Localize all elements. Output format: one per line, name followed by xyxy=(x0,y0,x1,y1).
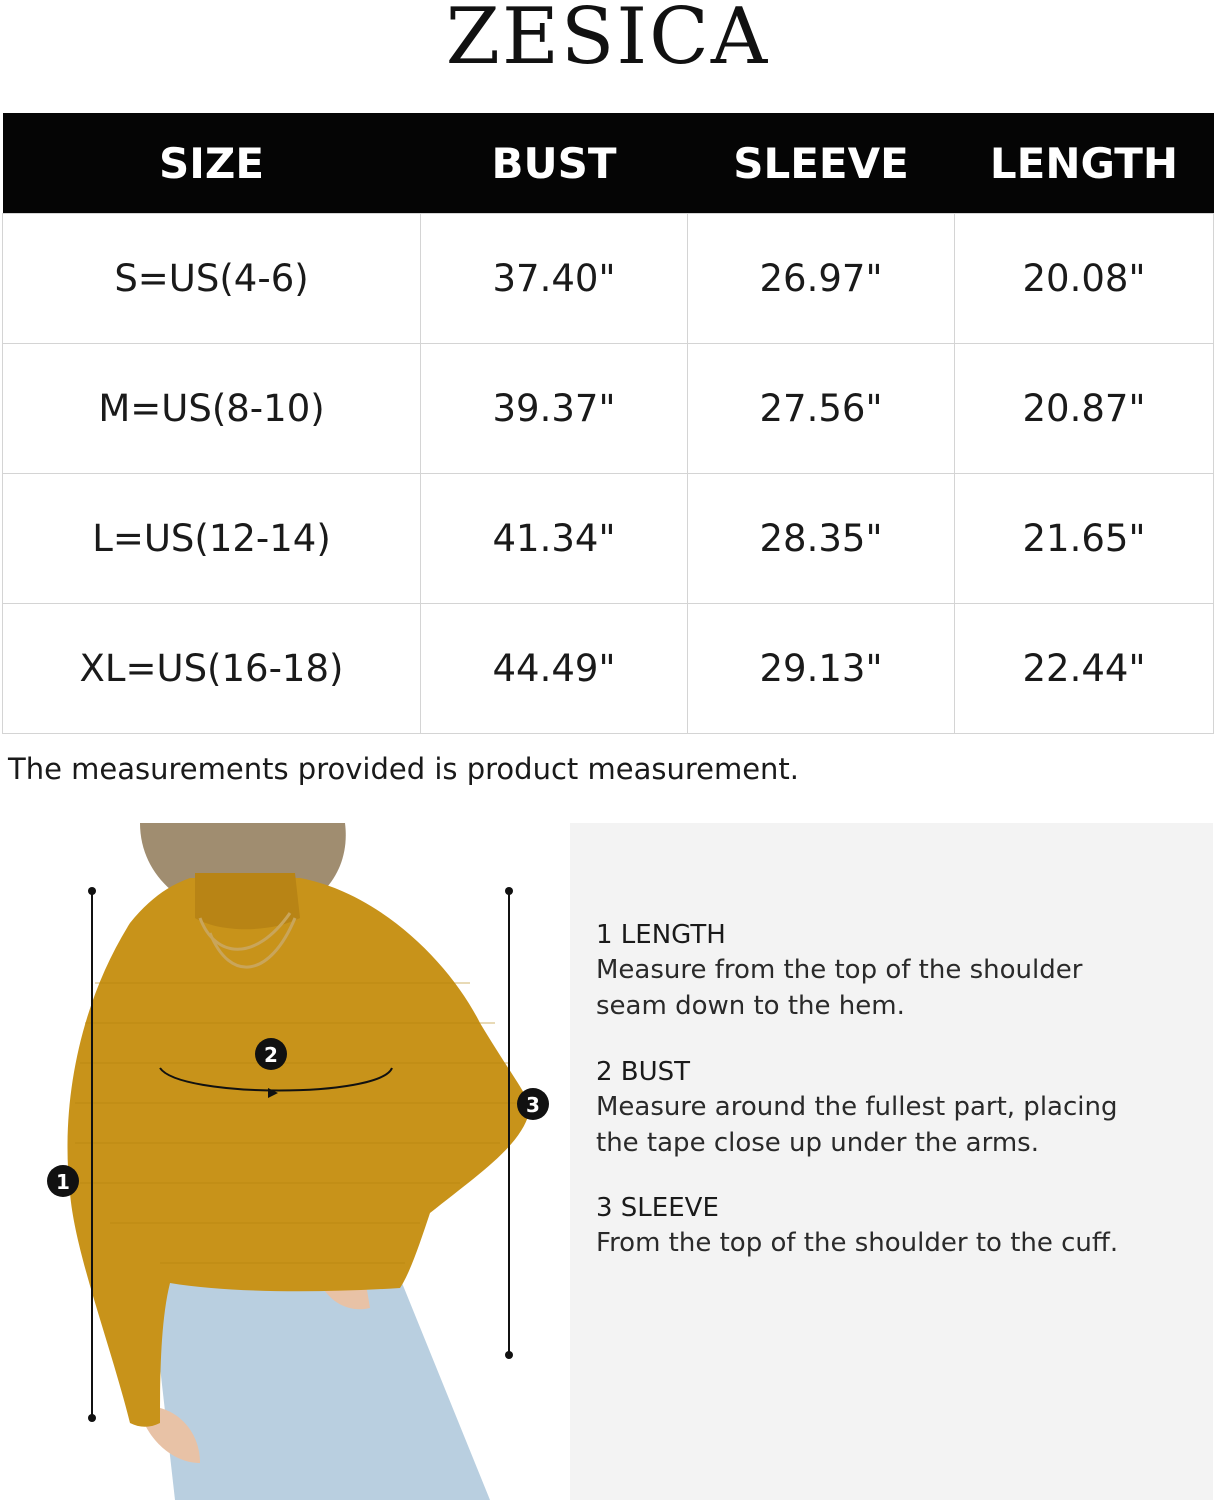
marker-length xyxy=(47,1165,79,1197)
sleeve-cell: 29.13" xyxy=(688,604,955,734)
measurement-guide xyxy=(570,823,1213,1500)
bust-cell: 39.37" xyxy=(421,344,688,474)
sleeve-cell: 26.97" xyxy=(688,214,955,344)
header-size: SIZE xyxy=(3,113,421,214)
instruction-line: Measure from the top of the shoulder xyxy=(596,955,1083,985)
bust-cell: 41.34" xyxy=(421,474,688,604)
length-cell: 20.87" xyxy=(955,344,1214,474)
sleeve-line-top-dot xyxy=(505,887,513,895)
size-cell: S=US(4-6) xyxy=(3,214,421,344)
instruction-line: seam down to the hem. xyxy=(596,991,905,1021)
jeans-shape xyxy=(150,1278,490,1500)
length-line-top-dot xyxy=(88,887,96,895)
header-sleeve: SLEEVE xyxy=(688,113,955,214)
instruction-line: Measure around the fullest part, placing xyxy=(596,1092,1118,1122)
marker-length-number: 1 xyxy=(56,1170,70,1194)
length-cell: 20.08" xyxy=(955,214,1214,344)
size-cell: L=US(12-14) xyxy=(3,474,421,604)
marker-bust-number: 2 xyxy=(264,1043,278,1067)
table-row xyxy=(3,604,1214,734)
bust-cell: 44.49" xyxy=(421,604,688,734)
measurement-note: The measurements provided is product measurement. xyxy=(8,752,800,786)
marker-bust xyxy=(255,1038,287,1070)
instruction-title: 3 SLEEVE xyxy=(596,1193,719,1223)
header-length: LENGTH xyxy=(955,113,1214,214)
length-cell: 22.44" xyxy=(955,604,1214,734)
size-cell: M=US(8-10) xyxy=(3,344,421,474)
model-figure xyxy=(0,823,570,1500)
table-row xyxy=(3,214,1214,344)
brand-logo: ZESICA xyxy=(445,0,770,82)
instruction-bust xyxy=(596,1055,1196,1161)
bust-cell: 37.40" xyxy=(421,214,688,344)
header-bust: BUST xyxy=(421,113,688,214)
size-cell: XL=US(16-18) xyxy=(3,604,421,734)
table-header-row xyxy=(3,113,1214,214)
instruction-line: the tape close up under the arms. xyxy=(596,1128,1039,1158)
table-row xyxy=(3,474,1214,604)
sleeve-cell: 28.35" xyxy=(688,474,955,604)
sweater-illustration xyxy=(0,823,570,1500)
length-cell: 21.65" xyxy=(955,474,1214,604)
instruction-length xyxy=(596,918,1196,1024)
sleeve-cell: 27.56" xyxy=(688,344,955,474)
size-table xyxy=(2,113,1214,734)
marker-sleeve-number: 3 xyxy=(526,1093,540,1117)
length-line-bottom-dot xyxy=(88,1414,96,1422)
instruction-title: 2 BUST xyxy=(596,1057,691,1087)
marker-sleeve xyxy=(517,1088,549,1120)
instruction-sleeve xyxy=(596,1191,1196,1261)
instruction-title: 1 LENGTH xyxy=(596,920,726,950)
table-row xyxy=(3,344,1214,474)
sleeve-line-bottom-dot xyxy=(505,1351,513,1359)
instruction-line: From the top of the shoulder to the cuff. xyxy=(596,1228,1119,1258)
